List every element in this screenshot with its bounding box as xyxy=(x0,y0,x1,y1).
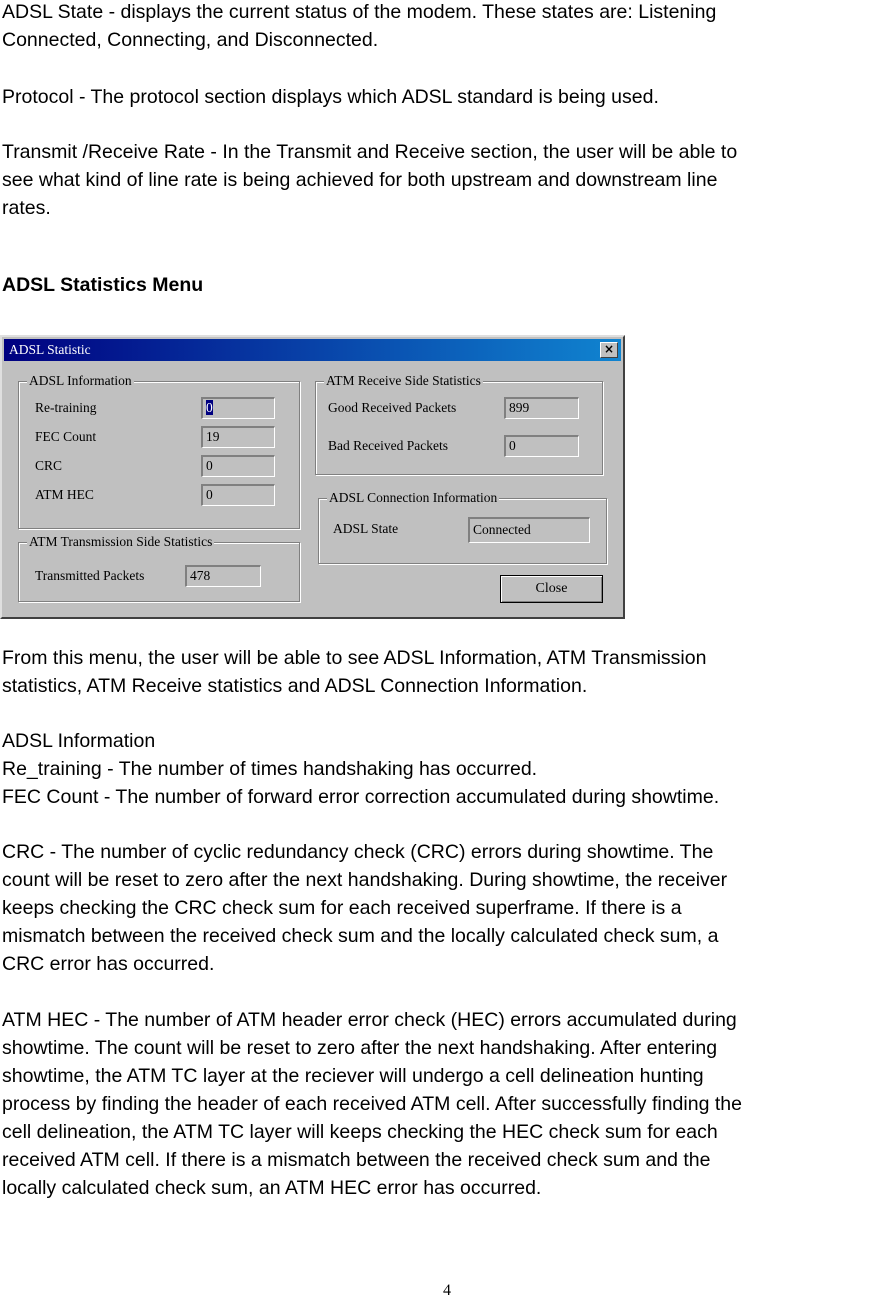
good-received-packets-field[interactable]: 899 xyxy=(504,397,579,419)
adsl-information-legend: ADSL Information xyxy=(29,373,132,388)
crc-field[interactable]: 0 xyxy=(201,455,275,477)
protocol-paragraph: Protocol - The protocol section displays which ADSL standard is being used. xyxy=(2,86,659,108)
transmitted-packets-label: Transmitted Packets xyxy=(35,568,145,583)
atm-receive-group xyxy=(315,373,603,475)
atm-transmission-group xyxy=(18,534,300,602)
fec-count-field[interactable]: 19 xyxy=(201,426,275,448)
page-number: 4 xyxy=(443,1282,451,1299)
retraining-field[interactable]: 0 xyxy=(201,397,275,419)
good-received-packets-label: Good Received Packets xyxy=(328,400,457,415)
dialog-titlebar[interactable] xyxy=(4,339,621,361)
adsl-statistic-dialog xyxy=(0,335,625,619)
adsl-information-group xyxy=(18,373,300,529)
adsl-state-label: ADSL State xyxy=(333,521,399,536)
adsl-state-field[interactable]: Connected xyxy=(468,517,590,543)
adsl-state-paragraph: ADSL State - displays the current status of the modem. These states are: Listening Connected, Connecting, and Disconnected. xyxy=(2,1,717,51)
crc-label: CRC xyxy=(35,458,63,473)
section-heading: ADSL Statistics Menu xyxy=(2,274,204,296)
atm-receive-legend: ATM Receive Side Statistics xyxy=(326,373,481,388)
atm-transmission-legend: ATM Transmission Side Statistics xyxy=(29,534,213,549)
fec-count-label: FEC Count xyxy=(35,429,97,444)
rate-paragraph: Transmit /Receive Rate - In the Transmit and Receive section, the user will be able to see what kind of line rate is being achieved for both upstream and downstream line rates. xyxy=(2,141,738,219)
atm-hec-paragraph: ATM HEC - The number of ATM header error check (HEC) errors accumulated during showtime. The count will be reset to zero after the next handshaking. After entering showtime, the ATM TC layer at the reciever will undergo a cell delineation hunting process by finding the header of each received ATM cell. After successfully finding the cell delineation, the ATM TC layer will keeps checking the HEC check sum for each received ATM cell. If there is a mismatch between the received check sum and the locally calculated check sum, an ATM HEC error has occurred. xyxy=(2,1009,742,1199)
atm-hec-label: ATM HEC xyxy=(35,487,94,502)
retraining-label: Re-training xyxy=(35,400,97,415)
bad-received-packets-label: Bad Received Packets xyxy=(328,438,448,453)
dialog-title: ADSL Statistic xyxy=(9,342,91,357)
close-icon[interactable]: × xyxy=(600,342,618,358)
adsl-information-paragraph: ADSL Information Re_training - The number of times handshaking has occurred. FEC Count - The number of forward error correction accumulated during showtime. xyxy=(2,730,720,808)
adsl-connection-group xyxy=(318,490,607,564)
close-button[interactable]: Close xyxy=(500,575,603,603)
adsl-connection-legend: ADSL Connection Information xyxy=(329,490,498,505)
crc-paragraph: CRC - The number of cyclic redundancy check (CRC) errors during showtime. The count will be reset to zero after the next handshaking. During showtime, the receiver keeps checking the CRC check sum for each received superframe. If there is a mismatch between the received check sum and the locally calculated check sum, a CRC error has occurred. xyxy=(2,841,728,975)
transmitted-packets-field[interactable]: 478 xyxy=(185,565,261,587)
atm-hec-field[interactable]: 0 xyxy=(201,484,275,506)
menu-description-paragraph: From this menu, the user will be able to see ADSL Information, ATM Transmission statistics, ATM Receive statistics and ADSL Connection Information. xyxy=(2,647,707,697)
bad-received-packets-field[interactable]: 0 xyxy=(504,435,579,457)
